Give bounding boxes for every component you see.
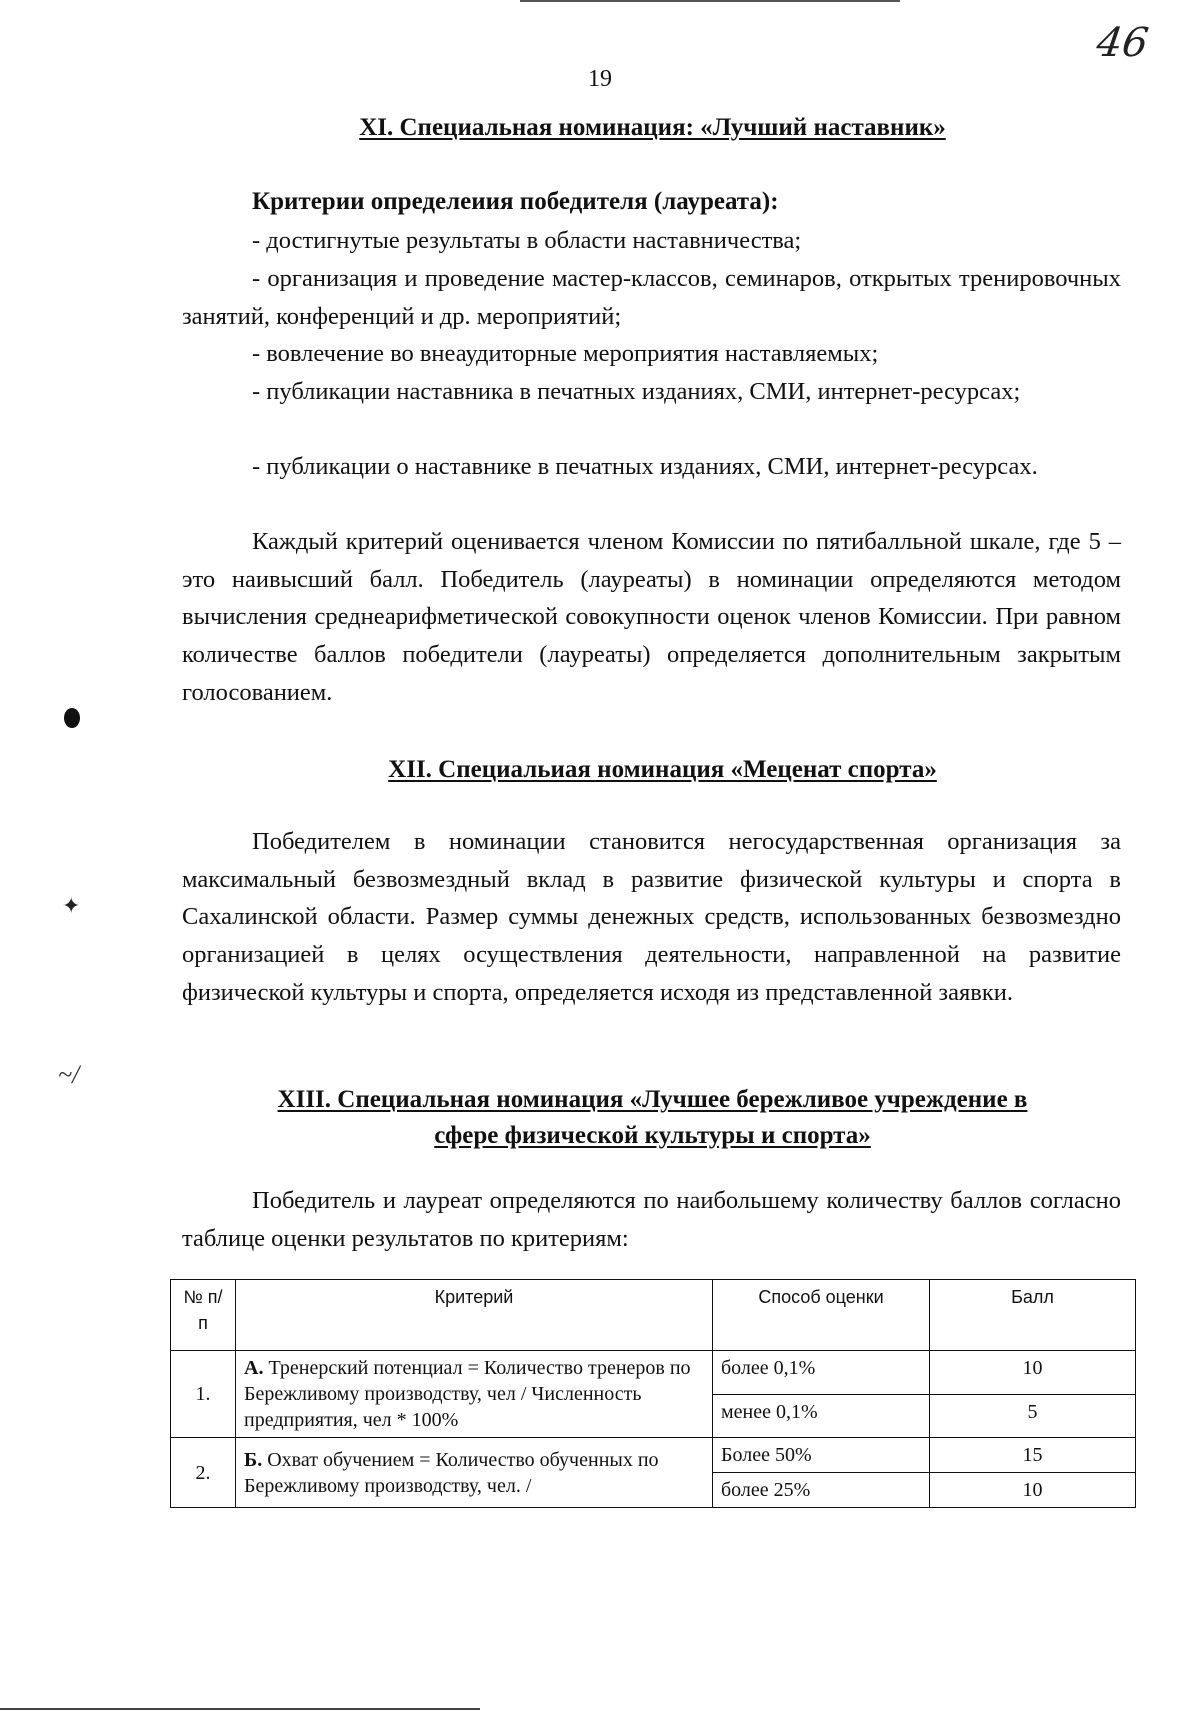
- row-criterion: [236, 1351, 713, 1438]
- row-method: менее 0,1%: [713, 1394, 930, 1438]
- evaluation-paragraph: Каждый критерий оценивается членом Комиссии по пятибалльной шкале, где 5 – это наивысший балл. Победитель (лауреаты) в номинации определяются методом вычисления среднеарифметической совокупности оценок членов Комиссии. При равном количестве баллов победители (лауреаты) определяется дополнительным закрытым голосованием.: [182, 528, 1121, 706]
- header-score: Балл: [930, 1280, 1136, 1351]
- handwritten-sheet-number: 46: [1093, 20, 1152, 66]
- row-method: более 25%: [713, 1473, 930, 1508]
- criterion-item: - публикации о наставнике в печатных изданиях, СМИ, интернет-ресурсах.: [252, 453, 1038, 480]
- lean-paragraph: Победитель и лауреат определяются по наибольшему количеству баллов согласно таблице оценки результатов по критериям:: [182, 1187, 1121, 1252]
- section-xiii-heading-line1: XIII. Специальная номинация «Лучшее бережливое учреждение в: [277, 1086, 1028, 1113]
- scan-speck: ✦: [62, 893, 81, 918]
- row-score: 5: [930, 1394, 1136, 1438]
- table-row: [171, 1438, 1136, 1473]
- criterion-item: - публикации наставника в печатных изданиях, СМИ, интернет-ресурсах;: [252, 378, 1021, 405]
- scan-edge-bottom: [0, 1708, 480, 1710]
- header-criterion: Критерий: [236, 1280, 713, 1351]
- row-method: более 0,1%: [713, 1351, 930, 1395]
- row-score: 10: [930, 1473, 1136, 1508]
- row-num: 1.: [171, 1351, 236, 1438]
- section-xi-heading: XI. Специальная номинация: «Лучший наставник»: [359, 114, 946, 141]
- criterion-item: - вовлечение во внеаудиторные мероприятия наставляемых;: [252, 340, 879, 367]
- row-score: 10: [930, 1351, 1136, 1395]
- sponsor-paragraph: Победителем в номинации становится негосударственная организация за максимальный безвозмездный вклад в развитие физической культуры и спорта в Сахалинской области. Размер суммы денежных средств, использованных безвозмездно организацией в целях осуществления деятельности, направленной на развитие физической культуры и спорта, определяется исходя из представленной заявки.: [182, 828, 1121, 1006]
- criterion-item: - организация и проведение мастер-классов, семинаров, открытых тренировочных занятий, конференций и др. мероприятий;: [182, 265, 1121, 330]
- criteria-table: [170, 1279, 1136, 1508]
- criterion-letter: А.: [244, 1357, 264, 1379]
- criteria-title: Критерии определеиия победителя (лауреата):: [252, 188, 779, 215]
- row-num: 2.: [171, 1438, 236, 1508]
- criterion-text: Тренерский потенциал = Количество тренеров по Бережливому производству, чел / Численность предприятия, чел * 100%: [244, 1357, 691, 1431]
- punch-hole-mark: [64, 708, 80, 728]
- header-method: Способ оценки: [713, 1280, 930, 1351]
- section-xii-heading: XII. Специальиая номинация «Меценат спорта»: [388, 756, 937, 783]
- criterion-text: Охват обучением = Количество обученных по Бережливому производству, чел. /: [244, 1448, 659, 1497]
- row-criterion: [236, 1438, 713, 1508]
- header-num: № п/п: [171, 1280, 236, 1351]
- pencil-mark: ~/: [58, 1060, 80, 1089]
- row-score: 15: [930, 1438, 1136, 1473]
- scan-edge-top: [520, 0, 900, 2]
- row-method: Более 50%: [713, 1438, 930, 1473]
- criterion-item: - достигнутые результаты в области наставничества;: [252, 227, 802, 254]
- table-row: [171, 1351, 1136, 1395]
- section-xiii-heading-line2: сфере физической культуры и спорта»: [434, 1122, 871, 1149]
- page-number: 19: [588, 66, 612, 92]
- table-header-row: [171, 1280, 1136, 1351]
- criterion-letter: Б.: [244, 1448, 263, 1471]
